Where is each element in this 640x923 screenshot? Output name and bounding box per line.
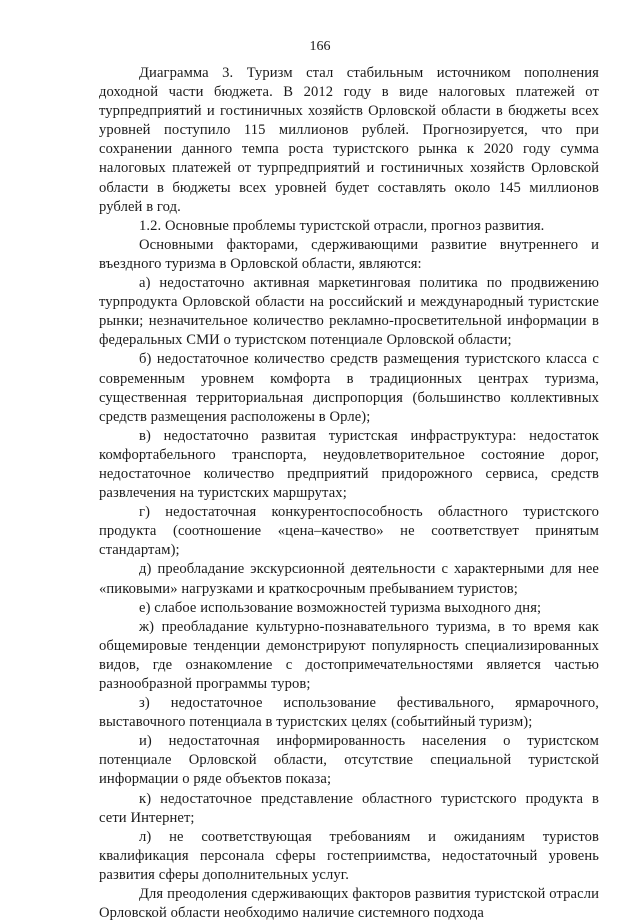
paragraph-systemic-approach: Для преодоления сдерживающих факторов развития туристской отрасли Орловской области необходимо наличие системного подхода xyxy=(99,886,599,922)
page-body xyxy=(99,64,599,923)
page-number: 166 xyxy=(309,39,331,54)
list-item-z: з) недостаточное использование фестивального, ярмарочного, выставочного потенциала в туристских целях (событийный туризм); xyxy=(99,695,599,731)
paragraph-factors-intro: Основными факторами, сдерживающими развитие внутреннего и въездного туризма в Орловской области, являются: xyxy=(99,236,599,272)
list-item-b: б) недостаточное количество средств размещения туристского класса с современным уровнем комфорта в традиционных центрах туризма, существенная территориальная диспропорция (большинство коллективных средств размещения расположены в Орле); xyxy=(99,351,599,425)
list-item-i: и) недостаточная информированность населения о туристском потенциале Орловской области, отсутствие специальной туристской информации о ряде объектов показа; xyxy=(99,733,599,788)
list-item-zh: ж) преобладание культурно-познавательного туризма, в то время как общемировые тенденции демонстрируют популярность специализированных видов, где ознакомление с достопримечательностями является частью разнообразной программы туров; xyxy=(99,618,599,692)
section-heading-1-2: 1.2. Основные проблемы туристской отрасли, прогноз развития. xyxy=(139,217,545,234)
list-item-v: в) недостаточно развитая туристская инфраструктура: недостаток комфортабельного транспорта, неудовлетворительное состояние дорог, недостаточное количество предприятий придорожного сервиса, средств развлечения на туристских маршрутах; xyxy=(99,427,599,502)
list-item-e: е) слабое использование возможностей туризма выходного дня; xyxy=(139,599,542,616)
list-item-l: л) не соответствующая требованиям и ожиданиям туристов квалификация персонала сферы гостеприимства, недостаточный уровень развития сферы дополнительных услуг. xyxy=(99,828,599,883)
list-item-a: а) недостаточно активная маркетинговая политика по продвижению турпродукта Орловской области на российский и международный туристские рынки; незначительное количество рекламно-просветительной информации в федеральных СМИ о туристском потенциале Орловской области; xyxy=(99,275,599,349)
list-item-g: г) недостаточная конкурентоспособность областного туристского продукта (соотношение «цена–качество» не соответствует принятым стандартам); xyxy=(99,504,599,559)
list-item-k: к) недостаточное представление областного туристского продукта в сети Интернет; xyxy=(99,790,599,826)
list-item-d: д) преобладание экскурсионной деятельности с характерными для нее «пиковыми» нагрузками и краткосрочным пребыванием туристов; xyxy=(99,561,599,597)
paragraph-diagram-3-summary: Диаграмма 3. Туризм стал стабильным источником пополнения доходной части бюджета. В 2012 году в виде налоговых платежей от турпредприятий и гостиничных хозяйств Орловской области в бюджеты всех уровней поступило 115 миллионов рублей. Прогнозируется, что при сохранении данного темпа роста туристского рынка к 2020 году сумма налоговых платежей от турпредприятий и гостиничных хозяйств Орловской области в бюджеты всех уровней будет составлять около 145 миллионов рублей в год. xyxy=(99,65,599,215)
